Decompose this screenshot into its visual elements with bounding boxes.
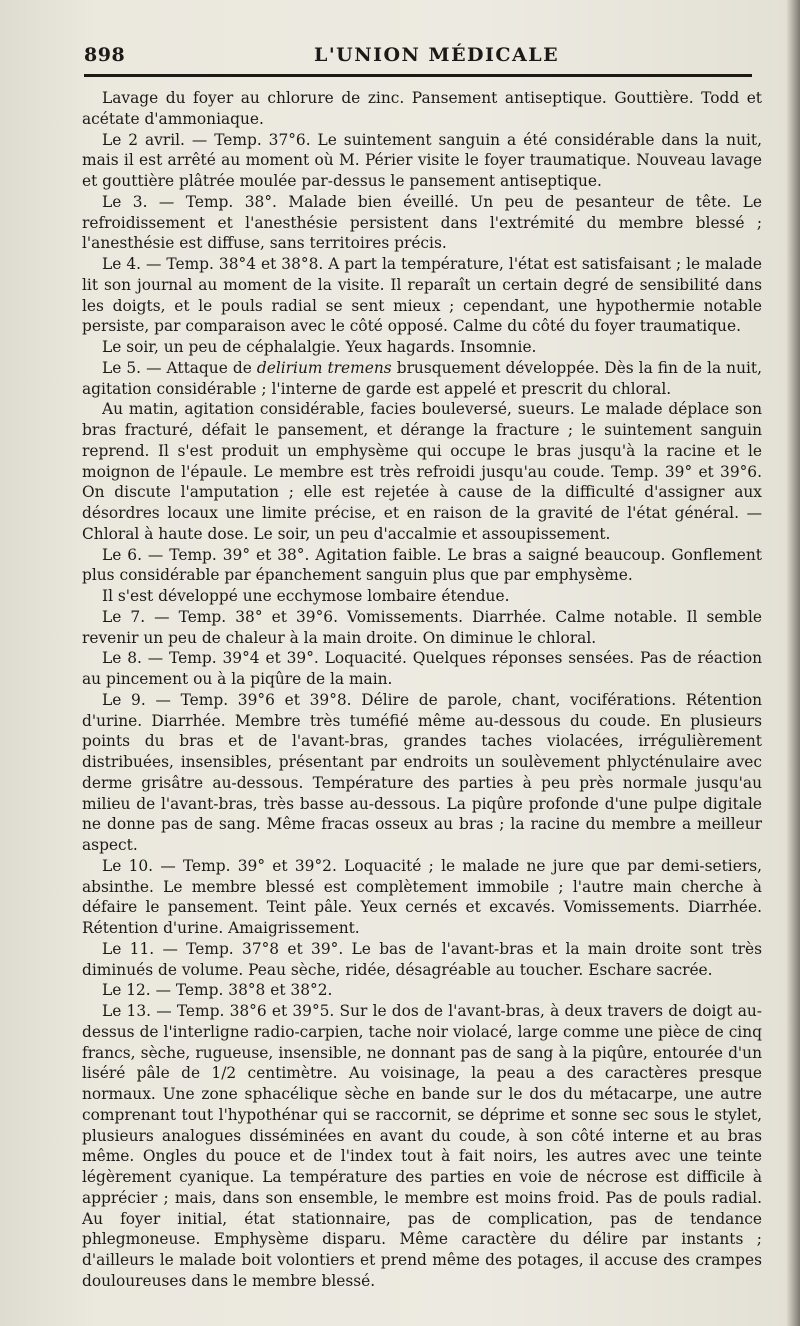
paragraph: Le 11. — Temp. 37°8 et 39°. Le bas de l'avant-bras et la main droite sont très diminués de volume. Peau sèche, ridée, désagréable au toucher. Eschare sacrée. xyxy=(82,939,762,979)
paragraph: Le 5. — Attaque de delirium tremens brusquement développée. Dès la fin de la nuit, agitation considérable ; l'interne de garde est appelé et prescrit du chloral. xyxy=(82,358,762,398)
paragraph: Lavage du foyer au chlorure de zinc. Pansement antiseptique. Gouttière. Todd et acétate d'ammoniaque. xyxy=(82,89,762,128)
article-body xyxy=(82,88,762,1292)
paragraph: Le 10. — Temp. 39° et 39°2. Loquacité ; le malade ne jure que par demi-setiers, absinthe. Le membre blessé est complètement immobile ; l'autre main cherche à défaire le pansement. Teint pâle. Yeux cernés et excavés. Vomissements. Diarrhée. Rétention d'urine. Amaigrissement. xyxy=(82,856,762,937)
page-header xyxy=(84,38,752,72)
page-edge-shadow xyxy=(786,0,800,1326)
paragraph: Le 3. — Temp. 38°. Malade bien éveillé. Un peu de pesanteur de tête. Le refroidissement et l'anesthésie persistent dans l'extrémité du membre blessé ; l'anesthésie est diffuse, sans territoires précis. xyxy=(82,192,762,253)
page-number: 898 xyxy=(84,44,126,66)
paragraph: Le 13. — Temp. 38°6 et 39°5. Sur le dos de l'avant-bras, à deux travers de doigt au-dessus de l'interligne radio-carpien, tache noir violacé, large comme une pièce de cinq francs, sèche, rugueuse, insensible, ne donnant pas de sang à la piqûre, entourée d'un liséré pâle de 1/2 centimètre. Au voisinage, la peau a des caractères presque normaux. Une zone sphacélique sèche en bande sur le dos du métacarpe, une autre comprenant tout l'hypothénar qui se raccornit, se déprime et sonne sec sous le stylet, plusieurs analogues disséminées en avant du coude, à son côté interne et au bras même. Ongles du pouce et de l'index tout à fait noirs, les autres avec une teinte légèrement cyanique. La température des parties en voie de nécrose est difficile à apprécier ; mais, dans son ensemble, le membre est moins froid. Pas de pouls radial. Au foyer initial, état stationnaire, pas de complication, pas de tendance phlegmoneuse. Emphysème disparu. Même caractère du délire par instants ; d'ailleurs le malade boit volontiers et prend même des potages, il accuse des crampes douloureuses dans le membre blessé. xyxy=(82,1002,762,1290)
paragraph: Le 7. — Temp. 38° et 39°6. Vomissements. Diarrhée. Calme notable. Il semble revenir un peu de chaleur à la main droite. On diminue le chloral. xyxy=(82,607,762,647)
paragraph: Le 12. — Temp. 38°8 et 38°2. xyxy=(102,981,333,1000)
paragraph: Au matin, agitation considérable, facies bouleversé, sueurs. Le malade déplace son bras fracturé, défait le pansement, et dérange la fracture ; le suintement sanguin reprend. Il s'est produit un emphysème qui occupe le bras jusqu'à la racine et le moignon de l'épaule. Le membre est très refroidi jusqu'au coude. Temp. 39° et 39°6. On discute l'amputation ; elle est rejetée à cause de la difficulté d'assigner aux désordres locaux une limite précise, et en raison de la gravité de l'état général. — Chloral à haute dose. Le soir, un peu d'accalmie et assoupissement. xyxy=(82,400,762,543)
italic-term: delirium tremens xyxy=(256,358,392,377)
paragraph: Le 2 avril. — Temp. 37°6. Le suintement sanguin a été considérable dans la nuit, mais il est arrêté au moment où M. Périer visite le foyer traumatique. Nouveau lavage et gouttière plâtrée moulée par-dessus le pansement antiseptique. xyxy=(82,130,762,190)
paragraph: Le 4. — Temp. 38°4 et 38°8. A part la température, l'état est satisfaisant ; le malade lit son journal au moment de la visite. Il reparaît un certain degré de sensibilité dans les doigts, et le pouls radial se sent mieux ; cependant, une hypothermie notable persiste, par comparaison avec le côté opposé. Calme du côté du foyer traumatique. xyxy=(82,255,762,336)
paragraph: Il s'est développé une ecchymose lombaire étendue. xyxy=(102,587,510,605)
paragraph: Le soir, un peu de céphalalgie. Yeux hagards. Insomnie. xyxy=(102,338,537,356)
paragraph: Le 6. — Temp. 39° et 38°. Agitation faible. Le bras a saigné beaucoup. Gonflement plus considérable par épanchement sanguin plus que par emphysème. xyxy=(82,545,762,585)
journal-title: L'UNION MÉDICALE xyxy=(314,44,560,66)
paragraph: Le 9. — Temp. 39°6 et 39°8. Délire de parole, chant, vociférations. Rétention d'urine. Diarrhée. Membre très tuméfié même au-dessous du coude. En plusieurs points du bras et de l'avant-bras, grandes taches violacées, irrégulièrement distribuées, insensibles, présentant par endroits un soulèvement phlycténulaire avec derme grisâtre au-dessous. Température des parties à peu près normale jusqu'au milieu de l'avant-bras, très basse au-dessous. La piqûre profonde d'une pulpe digitale ne donne pas de sang. Même fracas osseux au bras ; la racine du membre a meilleur aspect. xyxy=(82,690,762,854)
header-rule xyxy=(84,74,752,77)
paragraph: Le 8. — Temp. 39°4 et 39°. Loquacité. Quelques réponses sensées. Pas de réaction au pincement ou à la piqûre de la main. xyxy=(82,649,762,688)
